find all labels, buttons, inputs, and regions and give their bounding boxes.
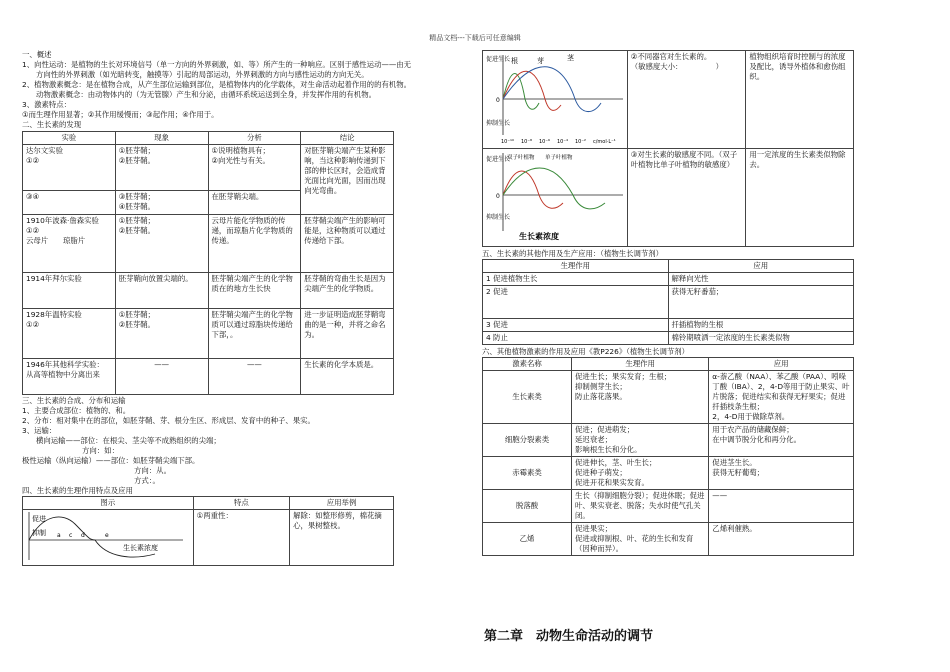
- cell: 解释向光性: [668, 272, 854, 285]
- table-row: [483, 423, 854, 456]
- s1-line: 1、向性运动：是植物的生长对环境信号（单一方向的外界刺激，如、等）所产生的一种响应。区别于感性运动——由无: [22, 59, 412, 69]
- right-column: [482, 50, 854, 556]
- table-row: [23, 308, 394, 358]
- cell: 棉铃期喷洒一定浓度的生长素类似物: [668, 331, 854, 344]
- cell: 用于农产品的储藏保鲜； 在中调节脱分化和再分化。: [709, 423, 854, 456]
- s1-line: 2、植物激素概念：是在植物合成，从产生部位运输到部位，是植物体内的化学载体，对生命活动起着作用的的有机物。: [22, 79, 412, 89]
- cell: 对胚芽鞘尖端产生某种影响，当这种影响传递到下部的伸长区时，会造成背光面比向光面，因而出现向光弯曲。: [301, 144, 394, 214]
- application-table: [482, 259, 854, 345]
- hormone-table: [482, 357, 854, 556]
- cell: 植物组织培育时控制与的浓度及配比，诱导外植体和愈伤组织。: [746, 51, 854, 149]
- s3-line: 方向：从。: [134, 465, 171, 475]
- graph-cell: [483, 51, 628, 149]
- s1-line: 方向性的外界刺激（如光暗转变，触摸等）引起的局部运动，外界刺激的方向与感性运动的方向无关。: [36, 69, 369, 79]
- discovery-table: [22, 131, 394, 395]
- table-row: [483, 331, 854, 344]
- x-tick: 10⁻¹⁰: [501, 139, 515, 145]
- hormone-name: 细胞分裂素类: [483, 423, 572, 456]
- point-e: e: [105, 531, 109, 539]
- s3-line: 极性运输（纵向运输）——部位：如胚芽鞘尖端下部。: [22, 455, 200, 465]
- s3-line: 横向运输——部位：在根尖、茎尖等不成熟组织的尖端；: [36, 435, 221, 445]
- y-label-inhibit: 抑制生长: [486, 120, 511, 127]
- cell: 促进果实； 促进或抑制根、叶、花的生长和发育（因种而异）。: [572, 522, 709, 555]
- x-tick: c/mol·L⁻¹: [593, 139, 616, 145]
- table-row: [483, 272, 854, 285]
- cell: 进一步证明造成胚芽鞘弯曲的是一种，并将之命名为。: [301, 308, 394, 358]
- chapter-title: 第二章 动物生命活动的调节: [484, 629, 654, 644]
- x-tick: 10⁻⁶: [539, 139, 551, 145]
- cell: 促进伸长，茎、叶生长； 促进种子萌发； 促进开花和果实发育。: [572, 456, 709, 489]
- inhibit-label: 抑制: [32, 528, 46, 537]
- cell: ——: [115, 358, 208, 394]
- s3-line: 3、运输：: [22, 425, 57, 435]
- table-row: [483, 522, 854, 555]
- cell: ②不同器官对生长素的。 （敏感度大小： ）: [627, 51, 746, 149]
- cell: 扦插植物的生根: [668, 318, 854, 331]
- section-6-title: 六、其他植物激素的作用及应用《教P226》（植物生长调节剂）: [482, 346, 690, 356]
- s1-line: 3、激素特点：: [22, 99, 72, 109]
- cell: ③对生长素的敏感度不同。（双子叶植物比单子叶植物的敏感度）: [627, 148, 746, 246]
- cell: 4 防止: [483, 331, 669, 344]
- cell: 促进生长；果实发育；生根； 抑制侧芽生长； 防止落花落果。: [572, 370, 709, 423]
- monocot-label: 单子叶植物: [545, 154, 573, 161]
- hormone-name: 脱落酸: [483, 489, 572, 522]
- col-header: 现象: [115, 131, 208, 144]
- y-label-promote: 促进生长: [486, 155, 511, 163]
- cell: 胚芽鞘的弯曲生长是因为尖端产生的化学物质。: [301, 272, 394, 308]
- table-row: [483, 318, 854, 331]
- x-tick: 10⁻⁸: [521, 139, 533, 145]
- cell: α-萘乙酸（NAA）、苯乙酸（PAA）、吲哚丁酸（IBA）、2，4-D等用于防止果实、叶片脱落；促进结实和获得无籽果实；促进扦插枝条生根； 2，4-D用于做除草剂。: [709, 370, 854, 423]
- hormone-name: 乙烯: [483, 522, 572, 555]
- s3-line: 方向：如：: [82, 445, 119, 455]
- col-header: 生理作用: [483, 259, 669, 272]
- cell: ——: [208, 358, 301, 394]
- sensitivity-table: [482, 50, 854, 247]
- col-header: 应用: [709, 357, 854, 370]
- cell: 促进；促进萌发； 延迟衰老； 影响根生长和分化。: [572, 423, 709, 456]
- organ-sensitivity-graph: [483, 51, 627, 145]
- hormone-name: 生长素类: [483, 370, 572, 423]
- y-label-promote: 促进生长: [486, 56, 511, 63]
- bud-label: 芽: [537, 57, 544, 65]
- cell: ③④: [23, 190, 116, 214]
- table-row: [23, 509, 394, 565]
- x-axis-label: 生长素浓度: [123, 543, 158, 552]
- cell: 1910年波森·詹森实验 ①② 云母片 琼脂片: [23, 214, 116, 272]
- s3-line: 2、分布：相对集中在的部位，如胚芽鞘、芽、根分生区、形成层、发育中的种子、果实。: [22, 415, 315, 425]
- cell: ③胚芽鞘； ④胚芽鞘。: [115, 190, 208, 214]
- cell: 1928年温特实验 ①②: [23, 308, 116, 358]
- x-tick: 10⁻²: [575, 139, 587, 145]
- curve-figure-cell: [23, 509, 194, 565]
- cell: 生长素的化学本质是。: [301, 358, 394, 394]
- section-5-title: 五、生长素的其他作用及生产应用：（植物生长调节剂）: [482, 248, 664, 258]
- table-row: [23, 358, 394, 394]
- root-label: 根: [511, 57, 518, 65]
- cell: 促进茎生长。 获得无籽葡萄；: [709, 456, 854, 489]
- cell: 1946年其他科学实验： 从高等植物中分离出来: [23, 358, 116, 394]
- table-row: [483, 285, 854, 318]
- s1-line: ①而生理作用显著；②其作用缓慢而；③起作用；④作用于。: [22, 109, 219, 119]
- cell: 胚芽鞘向放置尖端的。: [115, 272, 208, 308]
- y-label-inhibit: 抑制生长: [486, 213, 511, 221]
- col-header: 应用: [668, 259, 854, 272]
- cell: 2 促进: [483, 285, 669, 318]
- plant-type-sensitivity-graph: [483, 149, 627, 243]
- cell: ①两重性：: [193, 509, 289, 565]
- x-tick: 10⁻⁴: [557, 139, 569, 145]
- table-row: [483, 370, 854, 423]
- col-header: 激素名称: [483, 357, 572, 370]
- cell: 1 促进植物生长: [483, 272, 669, 285]
- table-row: [483, 148, 854, 246]
- table-row: [23, 272, 394, 308]
- section-1-title: 一、概述: [22, 50, 52, 59]
- section-3-title: 三、生长素的合成、分布和运输: [22, 395, 126, 405]
- col-header: 应用举例: [290, 496, 394, 509]
- cell: ——: [709, 489, 854, 522]
- table-row: [483, 489, 854, 522]
- x-axis-label: 生长素浓度: [519, 231, 559, 241]
- cell: 3 促进: [483, 318, 669, 331]
- cell: ①胚芽鞘； ②胚芽鞘。: [115, 308, 208, 358]
- cell: 生长（抑制细胞分裂）；促进休眠；促进叶、果实衰老、脱落；失水时使气孔关闭。: [572, 489, 709, 522]
- col-header: 特点: [193, 496, 289, 509]
- dicot-label: 双子叶植物: [507, 154, 535, 161]
- hormone-name: 赤霉素类: [483, 456, 572, 489]
- stem-label: 茎: [567, 54, 574, 62]
- zero-label: 0: [496, 192, 500, 200]
- table-row: [483, 51, 854, 149]
- cell: 云母片能化学物质的传递，而琼脂片化学物质的传递。: [208, 214, 301, 272]
- concentration-curve-figure: [23, 510, 193, 562]
- cell: 在胚芽鞘尖端。: [208, 190, 301, 214]
- table-row: [483, 456, 854, 489]
- cell: 1914年拜尔实验: [23, 272, 116, 308]
- cell: ①胚芽鞘； ②胚芽鞘。: [115, 214, 208, 272]
- point-a: a: [57, 531, 61, 539]
- col-header: 分析: [208, 131, 301, 144]
- cell: 胚芽鞘尖端产生的化学物质在的地方生长快: [208, 272, 301, 308]
- cell: ①说明植物具有； ②向光性与有关。: [208, 144, 301, 190]
- cell: 胚芽鞘尖端产生的影响可能是，这种物质可以通过传递给下部。: [301, 214, 394, 272]
- cell: 达尔文实验 ①②: [23, 144, 116, 190]
- cell: 胚芽鞘尖端产生的化学物质可以通过琼脂块传递给下部，。: [208, 308, 301, 358]
- col-header: 图示: [23, 496, 194, 509]
- s3-line: 1、主要合成部位：植物的、和。: [22, 405, 131, 415]
- section-2-title: 二、生长素的发现: [22, 119, 82, 129]
- cell: ①胚芽鞘； ②胚芽鞘。: [115, 144, 208, 190]
- cell: 解除：如整形修剪，棉花摘心，果树整枝。: [290, 509, 394, 565]
- cell: 用一定浓度的生长素类似物除去。: [746, 148, 854, 246]
- promote-label: 促进: [32, 514, 46, 523]
- cell: 乙烯利催熟。: [709, 522, 854, 555]
- cell: 获得无籽番茄；: [668, 285, 854, 318]
- col-header: 结论: [301, 131, 394, 144]
- function-table: [22, 496, 394, 566]
- graph-cell: [483, 148, 628, 246]
- table-row: [23, 144, 394, 190]
- left-column: [22, 50, 412, 566]
- point-c: c: [69, 531, 73, 539]
- point-d: d: [81, 531, 85, 539]
- table-row: [23, 214, 394, 272]
- s3-line: 方式：。: [134, 475, 160, 485]
- section-4-title: 四、生长素的生理作用特点及应用: [22, 485, 133, 495]
- col-header: 生理作用: [572, 357, 709, 370]
- s1-line: 动物激素概念：由动物体内的（为无管腺）产生和分泌，由循环系统运送到全身，并发挥作用的有机物。: [36, 89, 376, 99]
- zero-label: 0: [496, 97, 500, 104]
- page-header: 精品文档---下载后可任意编辑: [429, 34, 521, 42]
- col-header: 实验: [23, 131, 116, 144]
